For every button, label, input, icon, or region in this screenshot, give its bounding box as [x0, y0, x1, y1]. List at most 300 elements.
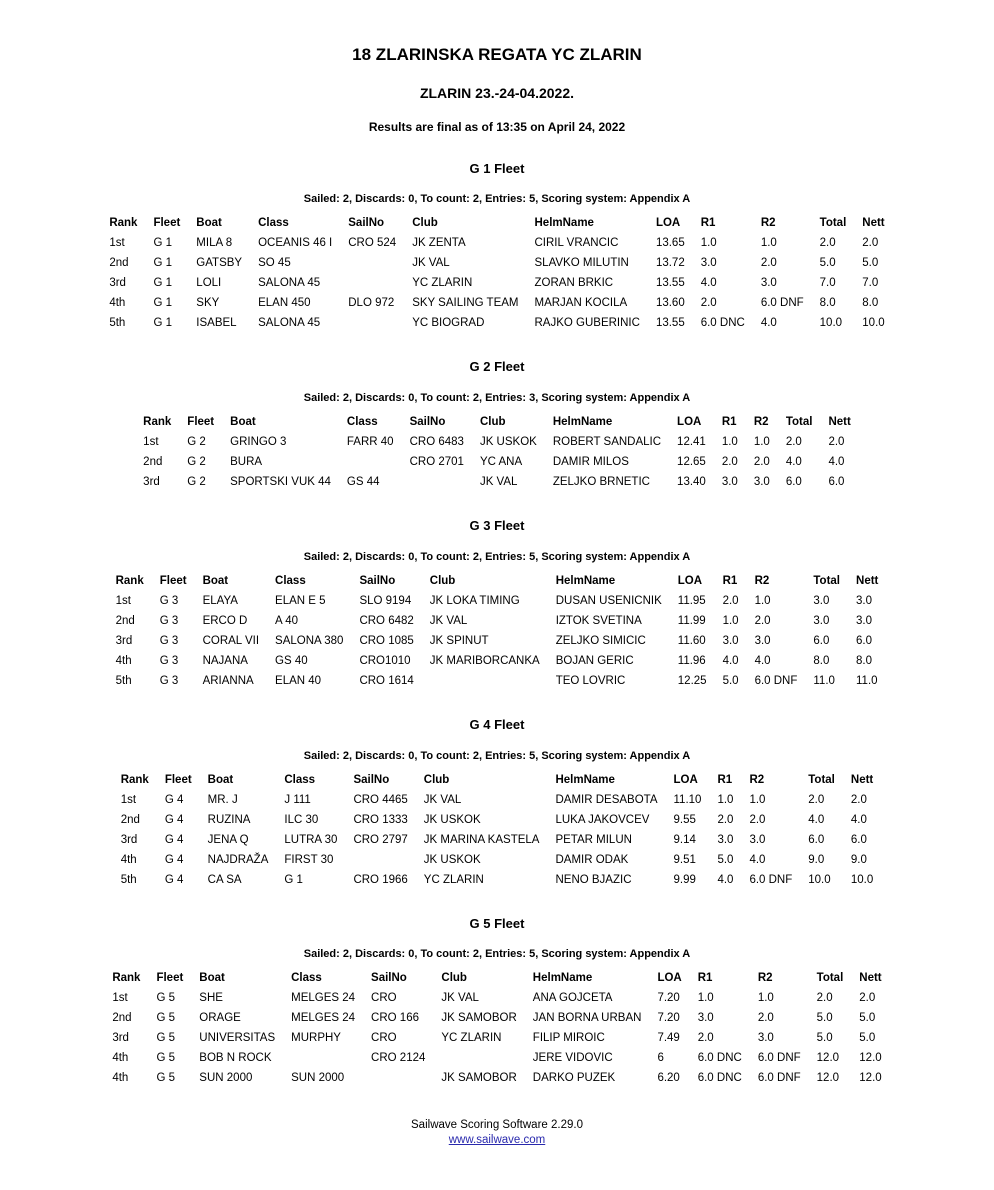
table-cell: 5th — [115, 674, 132, 687]
table-row — [113, 870, 882, 890]
table-cell: 7.20 — [657, 992, 680, 1005]
table-cell: 2.0 — [700, 297, 717, 310]
table-row — [135, 432, 859, 452]
table-cell: ORAGE — [199, 1012, 241, 1025]
table-cell: 5.0 — [859, 1012, 876, 1025]
table-cell: 2nd — [109, 257, 129, 270]
column-header: Class — [291, 972, 322, 985]
table-row — [135, 472, 859, 492]
table-cell: YC ZLARIN — [423, 873, 484, 886]
table-cell: 1.0 — [721, 436, 738, 449]
column-header: R2 — [749, 773, 765, 786]
column-header: Nett — [862, 217, 885, 230]
table-cell — [340, 313, 404, 333]
table-row — [113, 850, 882, 870]
table-cell: JK MARIBORCANKA — [429, 654, 540, 667]
table-cell: 4th — [120, 853, 137, 866]
results-table — [108, 571, 887, 691]
table-cell — [345, 850, 415, 870]
fleet-summary: Sailed: 2, Discards: 0, To count: 2, Entries: 5, Scoring system: Appendix A — [303, 193, 691, 206]
table-cell: ELAYA — [202, 594, 238, 607]
table-cell: 3.0 — [856, 614, 873, 627]
table-row — [108, 591, 887, 611]
table-cell: 6.0 — [856, 634, 873, 647]
table-cell: NAJANA — [202, 654, 248, 667]
fleet-section — [0, 161, 994, 334]
table-cell: 1st — [112, 992, 128, 1005]
table-cell: ELAN 40 — [275, 674, 322, 687]
table-row — [135, 452, 859, 472]
table-cell: BOB N ROCK — [199, 1052, 272, 1065]
table-cell: G 1 — [153, 237, 172, 250]
column-header: Class — [346, 416, 378, 429]
table-cell: 8.0 — [862, 297, 879, 310]
table-cell: G 2 — [187, 456, 206, 469]
sailwave-link[interactable]: www.sailwave.com — [448, 1134, 546, 1147]
table-cell: MURPHY — [291, 1032, 341, 1045]
column-header: Club — [441, 972, 467, 985]
table-cell: 8.0 — [819, 297, 836, 310]
table-cell: SLAVKO MILUTIN — [534, 257, 629, 270]
table-cell: 6.0 DNF — [757, 1052, 801, 1065]
table-cell: G 4 — [164, 813, 184, 826]
table-cell: 13.72 — [655, 257, 685, 270]
table-cell: MELGES 24 — [291, 1012, 356, 1025]
column-header: HelmName — [532, 972, 593, 985]
table-cell: 12.0 — [816, 1072, 840, 1085]
column-header: R2 — [757, 972, 773, 985]
table-row — [101, 273, 892, 293]
table-cell: 3rd — [115, 634, 133, 647]
table-cell: G 1 — [153, 317, 172, 330]
table-cell: 3.0 — [813, 614, 830, 627]
column-header: Fleet — [187, 416, 215, 429]
table-cell: 2.0 — [697, 1032, 714, 1045]
table-cell: JK LOKA TIMING — [429, 594, 520, 607]
table-cell: 2.0 — [721, 456, 738, 469]
table-cell: DLO 972 — [348, 297, 395, 310]
column-header: LOA — [673, 773, 698, 786]
table-cell — [363, 1068, 433, 1088]
table-cell: G 5 — [156, 1052, 175, 1065]
table-cell: 3rd — [109, 277, 126, 290]
table-cell: 3.0 — [757, 1032, 774, 1045]
column-header: Fleet — [156, 972, 184, 985]
table-cell: 6.20 — [657, 1072, 680, 1085]
table-row — [113, 790, 882, 810]
table-cell: 2.0 — [760, 257, 777, 270]
table-cell: 2nd — [143, 456, 163, 469]
fleet-section — [0, 518, 994, 691]
table-cell: YC ZLARIN — [412, 277, 473, 290]
table-cell: G 5 — [156, 992, 175, 1005]
table-cell: ANA GOJCETA — [532, 992, 613, 1005]
table-cell: JENA Q — [207, 833, 249, 846]
column-header: Fleet — [159, 574, 187, 587]
table-cell: TEO LOVRIC — [555, 674, 626, 687]
table-cell: MARJAN KOCILA — [534, 297, 628, 310]
table-cell: 4th — [109, 297, 126, 310]
table-cell: 6.0 — [785, 476, 802, 489]
table-cell: ELAN E 5 — [275, 594, 326, 607]
table-cell: 2.0 — [785, 436, 802, 449]
table-cell: 2.0 — [819, 237, 836, 250]
table-cell: 6.0 DNF — [760, 297, 804, 310]
table-cell: G 3 — [159, 614, 179, 627]
table-cell: 3rd — [112, 1032, 129, 1045]
table-cell: SALONA 45 — [258, 317, 321, 330]
table-cell: 11.99 — [677, 614, 706, 627]
table-cell: GS 44 — [346, 476, 380, 489]
table-cell: 4.0 — [850, 813, 867, 826]
table-header-row — [104, 968, 889, 988]
table-cell — [422, 671, 548, 691]
column-header: R1 — [717, 773, 733, 786]
table-cell: CRO 524 — [348, 237, 397, 250]
table-cell: J 111 — [284, 793, 311, 806]
table-cell: 12.0 — [816, 1052, 840, 1065]
table-cell: FIRST 30 — [284, 853, 334, 866]
column-header: Nett — [850, 773, 874, 786]
table-header-row — [135, 412, 859, 432]
table-row — [108, 631, 887, 651]
table-row — [101, 253, 892, 273]
results-table — [101, 213, 892, 333]
table-cell: CRO 1614 — [359, 674, 414, 687]
table-cell: DAMIR DESABOTA — [555, 793, 658, 806]
software-credit: Sailwave Scoring Software 2.29.0 — [411, 1119, 583, 1132]
event-date-subtitle: ZLARIN 23.-24-04.2022. — [419, 85, 575, 102]
column-header: LOA — [677, 574, 703, 587]
table-cell: 11.10 — [673, 793, 702, 806]
table-row — [108, 671, 887, 691]
results-table — [104, 968, 889, 1088]
table-cell: JK VAL — [479, 476, 518, 489]
table-cell: 2.0 — [816, 992, 833, 1005]
column-header: LOA — [677, 416, 702, 429]
table-cell: SHE — [199, 992, 223, 1005]
table-cell: 4.0 — [700, 277, 717, 290]
table-cell: 2.0 — [753, 456, 770, 469]
table-cell: 1.0 — [717, 793, 734, 806]
results-table — [113, 770, 882, 890]
table-cell: 12.41 — [677, 436, 706, 449]
table-cell: 1.0 — [722, 614, 739, 627]
table-cell: 6.0 — [813, 634, 830, 647]
table-cell: 5.0 — [816, 1012, 833, 1025]
table-cell: 13.65 — [655, 237, 685, 250]
table-cell: CRO 2797 — [353, 833, 408, 846]
table-cell: 12.0 — [859, 1052, 882, 1065]
table-cell: JK VAL — [441, 992, 479, 1005]
table-cell: BOJAN GERIC — [555, 654, 634, 667]
table-cell: 4th — [115, 654, 132, 667]
table-cell: 2.0 — [757, 1012, 774, 1025]
table-cell: 7.49 — [657, 1032, 680, 1045]
table-cell: 2.0 — [859, 992, 876, 1005]
fleet-title: G 2 Fleet — [469, 359, 525, 375]
table-cell: 5.0 — [862, 257, 879, 270]
table-cell: 1.0 — [697, 992, 714, 1005]
table-cell: NAJDRAŽA — [207, 853, 269, 866]
table-cell: 3.0 — [722, 634, 739, 647]
table-row — [113, 810, 882, 830]
table-cell: JAN BORNA URBAN — [532, 1012, 642, 1025]
table-row — [104, 1068, 889, 1088]
table-cell: CRO 2701 — [409, 456, 464, 469]
table-row — [108, 651, 887, 671]
column-header: R1 — [722, 574, 738, 587]
page-title: 18 ZLARINSKA REGATA YC ZLARIN — [352, 45, 642, 64]
table-cell: 12.0 — [859, 1072, 882, 1085]
table-cell: 2.0 — [717, 813, 734, 826]
table-cell: 9.51 — [673, 853, 696, 866]
table-cell: G 1 — [153, 257, 172, 270]
table-cell: 1.0 — [757, 992, 774, 1005]
table-cell: 2nd — [120, 813, 140, 826]
table-cell: 4.0 — [754, 654, 771, 667]
column-header: R1 — [721, 416, 737, 429]
table-cell: 4.0 — [828, 456, 845, 469]
table-cell: SKY SAILING TEAM — [412, 297, 519, 310]
table-cell: JK SAMOBOR — [441, 1012, 517, 1025]
table-cell: 4.0 — [785, 456, 802, 469]
table-cell: 8.0 — [813, 654, 830, 667]
table-cell: CRO 1333 — [353, 813, 408, 826]
table-cell: 2.0 — [749, 813, 766, 826]
table-cell: FARR 40 — [346, 436, 394, 449]
table-cell: SUN 2000 — [291, 1072, 345, 1085]
table-cell: 5.0 — [722, 674, 739, 687]
fleet-summary: Sailed: 2, Discards: 0, To count: 2, Entries: 5, Scoring system: Appendix A — [303, 948, 691, 961]
results-table — [135, 412, 859, 492]
table-cell: JK VAL — [412, 257, 450, 270]
table-row — [101, 293, 892, 313]
column-header: Total — [819, 217, 847, 230]
table-cell: 6.0 DNF — [754, 674, 798, 687]
table-cell: ROBERT SANDALIC — [552, 436, 662, 449]
column-header: HelmName — [555, 574, 616, 587]
table-cell: 11.95 — [677, 594, 706, 607]
table-cell: 6.0 — [828, 476, 845, 489]
table-cell: GS 40 — [275, 654, 308, 667]
table-cell: JK USKOK — [423, 813, 481, 826]
table-cell: G 4 — [164, 833, 184, 846]
table-cell: 1st — [109, 237, 125, 250]
table-cell: G 3 — [159, 654, 179, 667]
table-cell: 9.0 — [850, 853, 867, 866]
table-cell: 2.0 — [850, 793, 867, 806]
table-cell: 11.0 — [813, 674, 835, 687]
table-cell: JK SAMOBOR — [441, 1072, 517, 1085]
table-cell: 1.0 — [760, 237, 777, 250]
table-cell: 9.55 — [673, 813, 696, 826]
table-cell: 3.0 — [721, 476, 738, 489]
table-cell: SO 45 — [258, 257, 291, 270]
table-cell: G 4 — [164, 793, 184, 806]
column-header: HelmName — [555, 773, 615, 786]
results-status-line: Results are final as of 13:35 on April 24, 2022 — [368, 120, 626, 135]
table-cell: 7.20 — [657, 1012, 680, 1025]
fleet-sections — [0, 161, 994, 1089]
column-header: Total — [808, 773, 835, 786]
table-row — [101, 313, 892, 333]
column-header: SailNo — [348, 217, 385, 230]
table-cell: 3.0 — [856, 594, 873, 607]
table-cell: 8.0 — [856, 654, 873, 667]
column-header: SailNo — [371, 972, 407, 985]
table-row — [104, 1008, 889, 1028]
table-row — [113, 830, 882, 850]
table-cell: 4.0 — [722, 654, 739, 667]
column-header: Rank — [109, 217, 138, 230]
fleet-summary: Sailed: 2, Discards: 0, To count: 2, Entries: 5, Scoring system: Appendix A — [303, 550, 691, 563]
table-cell: 9.99 — [673, 873, 696, 886]
table-cell: G 1 — [153, 277, 172, 290]
footer — [0, 1118, 994, 1148]
table-cell: G 5 — [156, 1032, 175, 1045]
table-cell: A 40 — [275, 614, 299, 627]
column-header: Rank — [112, 972, 141, 985]
column-header: HelmName — [534, 217, 594, 230]
table-cell — [433, 1048, 524, 1068]
table-cell: 9.0 — [808, 853, 825, 866]
table-cell: 3.0 — [749, 833, 766, 846]
table-cell — [339, 452, 402, 472]
column-header: Boat — [230, 416, 256, 429]
table-cell: 2.0 — [828, 436, 845, 449]
table-cell: 2.0 — [722, 594, 739, 607]
column-header: R2 — [754, 574, 770, 587]
table-cell: ERCO D — [202, 614, 248, 627]
table-cell: 1st — [120, 793, 137, 806]
table-cell: JK SPINUT — [429, 634, 489, 647]
table-cell: G 5 — [156, 1072, 175, 1085]
column-header: Nett — [828, 416, 851, 429]
table-cell: OCEANIS 46 I — [258, 237, 333, 250]
table-cell: 13.60 — [655, 297, 685, 310]
table-cell: CIRIL VRANCIC — [534, 237, 619, 250]
column-header: Boat — [199, 972, 225, 985]
column-header: HelmName — [552, 416, 613, 429]
column-header: Boat — [207, 773, 234, 786]
table-cell: MR. J — [207, 793, 238, 806]
table-cell: ARIANNA — [202, 674, 254, 687]
table-cell — [340, 273, 404, 293]
column-header: SailNo — [409, 416, 446, 429]
table-cell: CRO — [371, 1032, 397, 1045]
table-cell: 2nd — [115, 614, 135, 627]
table-cell: 13.55 — [655, 277, 685, 290]
table-cell: 5.0 — [819, 257, 836, 270]
table-cell: ISABEL — [196, 317, 237, 330]
table-cell: CRO 4465 — [353, 793, 408, 806]
table-cell: JK VAL — [429, 614, 468, 627]
table-cell: CRO 6483 — [409, 436, 464, 449]
table-cell: CRO 6482 — [359, 614, 414, 627]
column-header: Club — [423, 773, 450, 786]
table-cell: 4.0 — [760, 317, 777, 330]
column-header: Fleet — [153, 217, 181, 230]
table-cell: GRINGO 3 — [230, 436, 287, 449]
fleet-summary: Sailed: 2, Discards: 0, To count: 2, Entries: 5, Scoring system: Appendix A — [303, 749, 691, 762]
table-cell: JK MARINA KASTELA — [423, 833, 540, 846]
table-cell: JK USKOK — [423, 853, 481, 866]
table-header-row — [113, 770, 882, 790]
table-cell: 5.0 — [717, 853, 734, 866]
column-header: Nett — [856, 574, 879, 587]
table-cell: BURA — [230, 456, 263, 469]
table-cell: 1.0 — [749, 793, 766, 806]
table-row — [104, 1048, 889, 1068]
table-cell: 4.0 — [717, 873, 734, 886]
column-header: Club — [429, 574, 456, 587]
table-cell: RUZINA — [207, 813, 251, 826]
column-header: SailNo — [359, 574, 396, 587]
table-cell: FILIP MIROIC — [532, 1032, 605, 1045]
table-cell: 5.0 — [816, 1032, 833, 1045]
table-cell: ZELJKO BRNETIC — [552, 476, 650, 489]
table-cell: CRO 166 — [371, 1012, 419, 1025]
table-cell: 10.0 — [808, 873, 831, 886]
table-cell: CRO1010 — [359, 654, 411, 667]
table-cell: 7.0 — [819, 277, 836, 290]
table-cell: YC ANA — [479, 456, 523, 469]
table-cell: 4th — [112, 1072, 129, 1085]
column-header: R2 — [753, 416, 769, 429]
table-cell: 6.0 DNC — [700, 317, 745, 330]
table-row — [108, 611, 887, 631]
table-cell: 3.0 — [700, 257, 717, 270]
table-cell: GATSBY — [196, 257, 243, 270]
table-cell: 1.0 — [753, 436, 770, 449]
table-cell: 13.40 — [677, 476, 706, 489]
table-cell: NENO BJAZIC — [555, 873, 632, 886]
table-cell: 3.0 — [754, 634, 771, 647]
table-cell: PETAR MILUN — [555, 833, 632, 846]
table-cell: ZORAN BRKIC — [534, 277, 614, 290]
table-cell: 6.0 DNF — [757, 1072, 801, 1085]
table-cell: 5th — [120, 873, 137, 886]
table-cell: 3.0 — [697, 1012, 714, 1025]
table-cell: 2.0 — [862, 237, 879, 250]
column-header: R1 — [697, 972, 713, 985]
table-cell: 7.0 — [862, 277, 879, 290]
table-cell: 6.0 — [850, 833, 867, 846]
table-cell: 11.0 — [856, 674, 878, 687]
table-cell: 6 — [657, 1052, 664, 1065]
table-cell: SPORTSKI VUK 44 — [230, 476, 331, 489]
column-header: Boat — [196, 217, 222, 230]
table-cell: 1.0 — [700, 237, 717, 250]
column-header: Class — [284, 773, 316, 786]
table-cell: 3.0 — [813, 594, 830, 607]
table-cell: YC BIOGRAD — [412, 317, 485, 330]
table-cell: 2nd — [112, 1012, 132, 1025]
table-cell: 4.0 — [749, 853, 766, 866]
fleet-section — [0, 717, 994, 890]
table-cell: 5.0 — [859, 1032, 876, 1045]
column-header: Fleet — [164, 773, 192, 786]
table-cell: 3.0 — [753, 476, 770, 489]
table-cell — [340, 253, 404, 273]
table-cell: SLO 9194 — [359, 594, 412, 607]
table-row — [104, 988, 889, 1008]
table-cell: 11.96 — [677, 654, 706, 667]
table-cell: MELGES 24 — [291, 992, 356, 1005]
table-cell: ZELJKO SIMICIC — [555, 634, 646, 647]
table-cell: ILC 30 — [284, 813, 319, 826]
